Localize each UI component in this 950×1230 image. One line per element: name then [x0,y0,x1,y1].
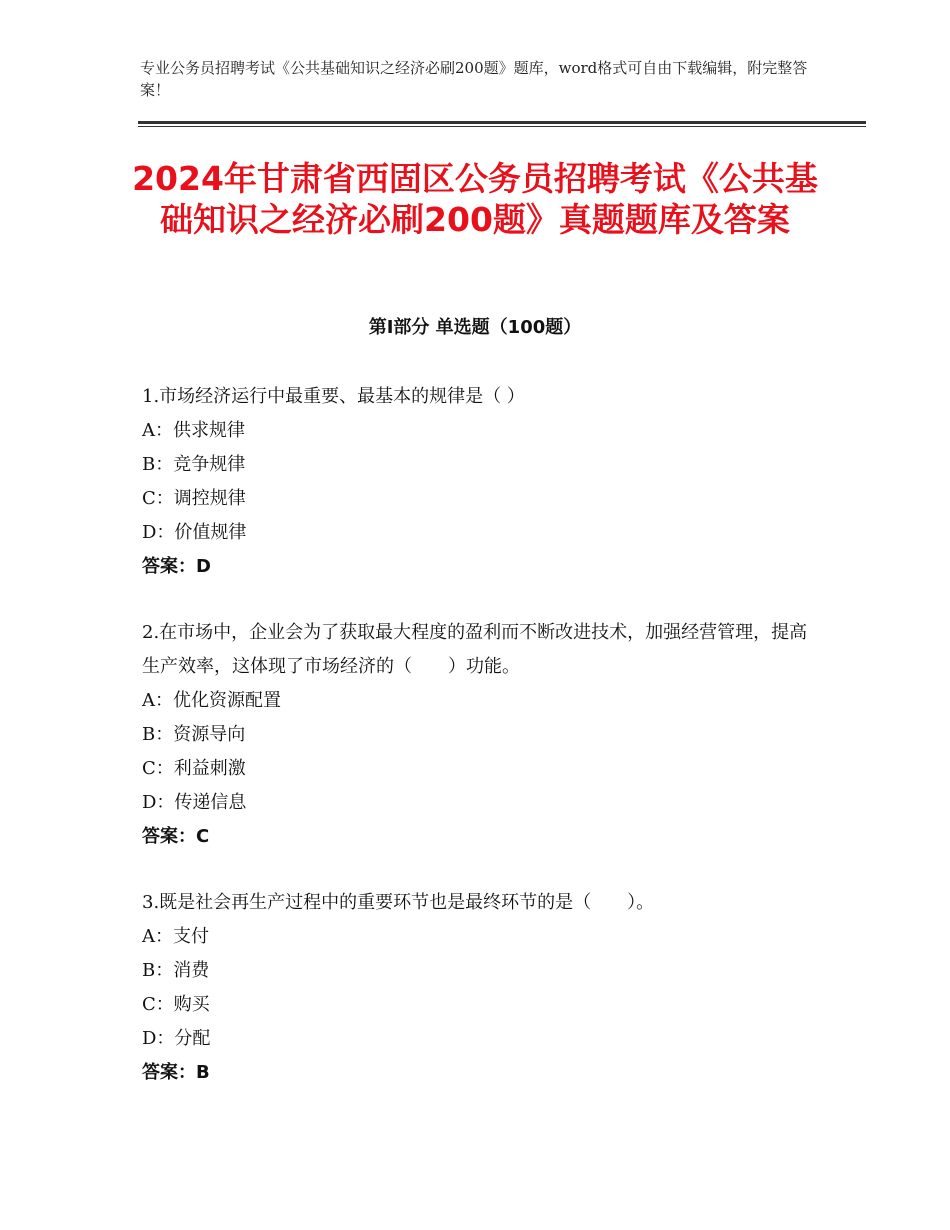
question-stem: 1.市场经济运行中最重要、最基本的规律是（ ） [142,386,525,407]
document-title: 2024年甘肃省西固区公务员招聘考试《公共基础知识之经济必刷200题》真题题库及答案 [132,159,818,239]
header-note: 专业公务员招聘考试《公共基础知识之经济必刷200题》题库，word格式可自由下载编辑，附完整答案！ [140,59,808,99]
question-stem: 2.在市场中，企业会为了获取最大程度的盈利而不断改进技术，加强经营管理，提高生产效率，这体现了市场经济的（ ）功能。 [142,622,808,677]
option-d: D：分配 [142,1028,211,1049]
option-a: A：支付 [142,926,209,947]
option-c: C：利益刺激 [142,758,246,779]
option-b: B：竞争规律 [142,454,246,475]
header-divider-thick [138,121,866,124]
answer: 答案：B [142,1062,210,1083]
section-heading: 第Ⅰ部分 单选题（100题） [368,317,582,338]
option-a: A：优化资源配置 [142,690,281,711]
option-c: C：购买 [142,994,210,1015]
option-d: D：传递信息 [142,792,247,813]
question-2 [142,616,822,854]
option-b: B：资源导向 [142,724,246,745]
header-divider-thin [138,126,866,127]
answer: 答案：D [142,556,211,577]
option-c: C：调控规律 [142,488,246,509]
question-1 [142,380,822,584]
answer: 答案：C [142,826,210,847]
option-b: B：消费 [142,960,210,981]
option-a: A：供求规律 [142,420,245,441]
question-stem: 3.既是社会再生产过程中的重要环节也是最终环节的是（ ）。 [142,892,655,913]
question-3 [142,886,822,1090]
question-list [142,380,822,1122]
option-d: D：价值规律 [142,522,247,543]
